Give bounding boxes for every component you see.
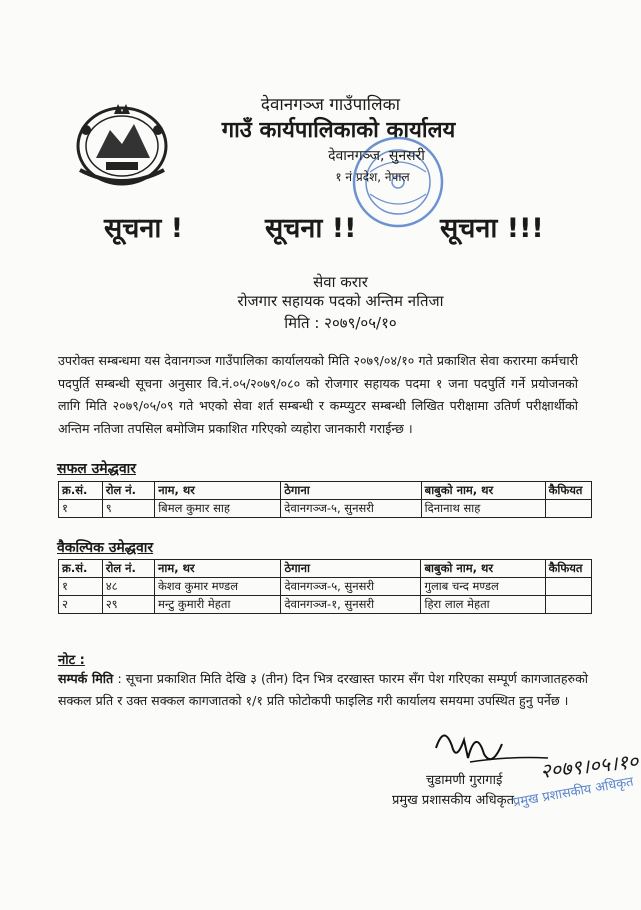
note-paragraph (58, 668, 588, 712)
table-row (59, 500, 592, 518)
successful-table (58, 481, 592, 518)
cell-name: मन्टु कुमारी मेहता (154, 596, 280, 614)
cell-sn: १ (59, 578, 103, 596)
col-sn: क्र.सं. (59, 560, 103, 578)
cell-address: देवानगञ्ज-१, सुनसरी (281, 596, 421, 614)
cell-remarks (545, 578, 591, 596)
note-text: : सूचना प्रकाशित मिति देखि ३ (तीन) दिन भित्र दरखास्त फारम सँग पेश गरिएका सम्पूर्ण कागजातहरुको सक्कल प्रति र उक्त सक्कल कागजातको १/१ प्रति फोटोकपी फाइलिड गरी कार्यालय समयमा उपस्थित हुनु पर्नेछ । (58, 671, 588, 708)
office-location: देवानगञ्ज, सुनसरी (328, 148, 425, 164)
alternate-table (58, 559, 592, 614)
contract-title: सेवा करार (313, 273, 368, 291)
col-roll: रोल नं. (102, 560, 154, 578)
municipality-name: देवानगञ्ज गाउँपालिका (260, 95, 401, 115)
col-roll: रोल नं. (102, 482, 154, 500)
body-paragraph: उपरोक्त सम्बन्धमा यस देवानगञ्ज गाउँपालिका कार्यालयको मिति २०७९/०४/१० गते प्रकाशित सेवा करारमा कर्मचारी पदपुर्ति सम्बन्धी सूचना अनुसार वि.नं.०५/२०७९/०८० को रोजगार सहायक पदमा १ जना पदपुर्ति गर्ने प्रयोजनको लागि मिति २०७९/०५/०९ गते भएको सेवा शर्त सम्बन्धी र कम्प्युटर सम्बन्धी लिखित परीक्षामा उतिर्ण परीक्षार्थीको अन्तिम नतिजा तपसिल बमोजिम प्रकाशित गरिएको व्यहोरा जानकारी गराईन्छ । (58, 353, 578, 436)
handwritten-date: २०७९।०५।१० (539, 748, 640, 784)
cell-roll: २९ (102, 596, 154, 614)
cell-remarks (545, 500, 591, 518)
office-province: १ नं प्रदेश, नेपाल (335, 170, 410, 184)
col-address: ठेगाना (281, 560, 421, 578)
cell-roll: ९ (102, 500, 154, 518)
cell-sn: २ (59, 596, 103, 614)
notice-date: मिति : २०७९/०५/१० (284, 314, 397, 332)
col-sn: क्र.सं. (59, 482, 103, 500)
notice-heading-1: सूचना ! (104, 213, 184, 244)
notice-heading-3: सूचना !!! (440, 213, 544, 244)
cell-remarks (545, 596, 591, 614)
table-header-row (59, 560, 592, 578)
notice-heading-2: सूचना !! (265, 213, 357, 244)
office-name: गाउँ कार्यपालिकाको कार्यालय (221, 118, 456, 143)
col-address: ठेगाना (281, 482, 421, 500)
col-name: नाम, थर (155, 482, 281, 500)
successful-heading: सफल उमेद्धवार (57, 461, 136, 477)
cell-sn: १ (59, 500, 103, 518)
result-title: रोजगार सहायक पदको अन्तिम नतिजा (237, 292, 444, 310)
alternate-heading: वैकल्पिक उमेद्धवार (57, 540, 154, 556)
cell-address: देवानगञ्ज-५, सुनसरी (281, 578, 421, 596)
cell-father: दिनानाथ साह (421, 500, 545, 518)
cell-name: बिमल कुमार साह (155, 500, 281, 518)
cell-name: केशव कुमार मण्डल (154, 578, 280, 596)
signatory-post: प्रमुख प्रशासकीय अधिकृत (392, 793, 515, 808)
note-label: सम्पर्क मिति (58, 671, 114, 686)
table-row (59, 578, 592, 596)
signatory-name: चुडामणी गुरागाई (426, 773, 503, 788)
cell-father: गुलाब चन्द मण्डल (421, 578, 545, 596)
col-remarks: कैफियत (545, 560, 591, 578)
cell-father: हिरा लाल मेहता (421, 596, 545, 614)
col-remarks: कैफियत (545, 482, 591, 500)
table-header-row (59, 482, 592, 500)
cell-address: देवानगञ्ज-५, सुनसरी (281, 500, 421, 518)
note-heading: नोट : (58, 653, 85, 668)
col-father: बाबुको नाम, थर (421, 560, 545, 578)
col-father: बाबुको नाम, थर (421, 482, 545, 500)
table-row (59, 596, 592, 614)
cell-roll: ४८ (102, 578, 154, 596)
col-name: नाम, थर (154, 560, 280, 578)
post-stamp: प्रमुख प्रशासकीय अधिकृत (511, 774, 635, 811)
